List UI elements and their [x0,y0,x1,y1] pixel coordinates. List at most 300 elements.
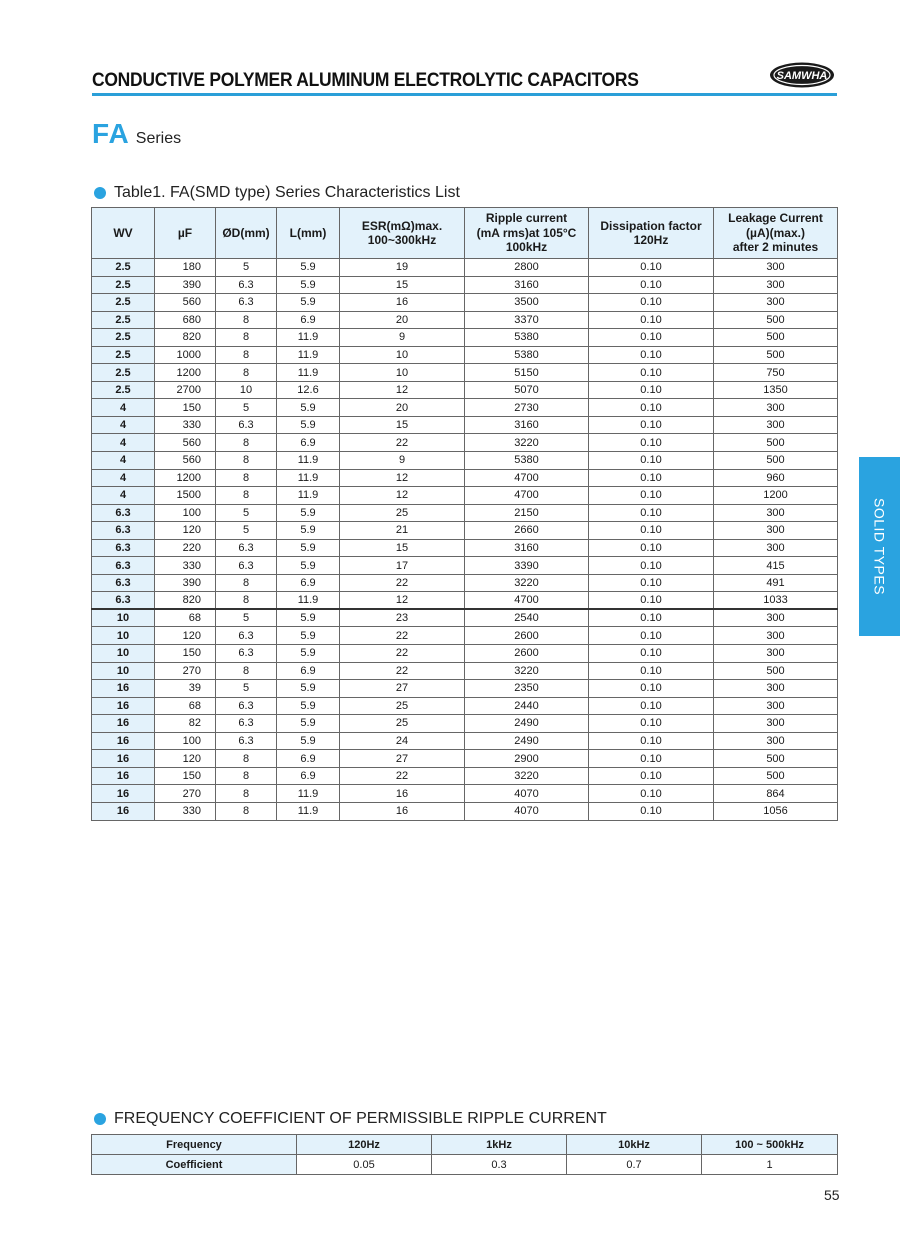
cell-esr: 16 [340,294,465,312]
table-row [92,276,838,294]
cell-diameter: 8 [216,750,277,768]
cell-capacitance: 82 [155,715,216,733]
cell-esr: 9 [340,329,465,347]
cell-ripple: 5150 [465,364,589,382]
cell-length: 6.9 [277,662,340,680]
cell-diameter: 8 [216,662,277,680]
cell-ripple: 2730 [465,399,589,417]
frequency-row [92,1135,838,1155]
cell-diameter: 6.3 [216,557,277,575]
cell-wv: 2.5 [92,346,155,364]
cell-ripple: 5380 [465,346,589,364]
cell-esr: 16 [340,785,465,803]
cell-leakage: 300 [714,276,838,294]
cell-leakage: 300 [714,504,838,522]
cell-length: 5.9 [277,680,340,698]
table-row [92,434,838,452]
cell-ripple: 4070 [465,802,589,820]
cell-esr: 22 [340,627,465,645]
cell-leakage: 750 [714,364,838,382]
cell-ripple: 2490 [465,732,589,750]
cell-ripple: 3220 [465,662,589,680]
cell-length: 11.9 [277,487,340,505]
cell-length: 11.9 [277,364,340,382]
cell-ripple: 2800 [465,259,589,277]
cell-capacitance: 330 [155,416,216,434]
frequency-coefficient-table [91,1134,838,1175]
cell-leakage: 415 [714,557,838,575]
cell-ripple: 5380 [465,329,589,347]
cell-length: 6.9 [277,311,340,329]
table-row [92,627,838,645]
cell-leakage: 491 [714,574,838,592]
freq-title: FREQUENCY COEFFICIENT OF PERMISSIBLE RIPPLE CURRENT [114,1110,607,1127]
cell-leakage: 1033 [714,592,838,610]
cell-dissipation: 0.10 [589,504,714,522]
table-row [92,311,838,329]
cell-leakage: 500 [714,767,838,785]
cell-leakage: 500 [714,434,838,452]
col-header-leakage: Leakage Current (µA)(max.) after 2 minutes [714,208,838,259]
cell-esr: 10 [340,364,465,382]
table-row [92,715,838,733]
cell-wv: 6.3 [92,539,155,557]
cell-leakage: 300 [714,732,838,750]
cell-wv: 16 [92,715,155,733]
col-header-dissipation: Dissipation factor 120Hz [589,208,714,259]
cell-diameter: 8 [216,364,277,382]
cell-wv: 10 [92,662,155,680]
cell-length: 11.9 [277,329,340,347]
cell-wv: 4 [92,452,155,470]
table-row [92,469,838,487]
cell-capacitance: 120 [155,522,216,540]
cell-esr: 23 [340,609,465,627]
cell-leakage: 1056 [714,802,838,820]
cell-capacitance: 560 [155,294,216,312]
cell-ripple: 3220 [465,767,589,785]
table-row [92,732,838,750]
table-row [92,452,838,470]
cell-ripple: 4070 [465,785,589,803]
cell-diameter: 6.3 [216,715,277,733]
frequency-cell: 100 ~ 500kHz [702,1135,838,1155]
cell-ripple: 2600 [465,627,589,645]
cell-length: 5.9 [277,276,340,294]
cell-capacitance: 560 [155,452,216,470]
table-row [92,294,838,312]
cell-wv: 6.3 [92,592,155,610]
cell-diameter: 6.3 [216,539,277,557]
cell-ripple: 2350 [465,680,589,698]
cell-wv: 16 [92,732,155,750]
table-row [92,504,838,522]
cell-dissipation: 0.10 [589,750,714,768]
cell-dissipation: 0.10 [589,802,714,820]
cell-ripple: 2150 [465,504,589,522]
cell-ripple: 5070 [465,381,589,399]
cell-capacitance: 270 [155,662,216,680]
cell-wv: 16 [92,750,155,768]
cell-capacitance: 150 [155,645,216,663]
cell-ripple: 3160 [465,276,589,294]
cell-capacitance: 39 [155,680,216,698]
cell-dissipation: 0.10 [589,697,714,715]
cell-length: 5.9 [277,399,340,417]
cell-esr: 17 [340,557,465,575]
cell-leakage: 300 [714,680,838,698]
cell-capacitance: 68 [155,697,216,715]
cell-esr: 20 [340,311,465,329]
cell-ripple: 2440 [465,697,589,715]
cell-capacitance: 100 [155,504,216,522]
cell-dissipation: 0.10 [589,311,714,329]
col-header-wv: WV [92,208,155,259]
cell-ripple: 3160 [465,539,589,557]
cell-esr: 25 [340,697,465,715]
cell-diameter: 8 [216,434,277,452]
cell-ripple: 2600 [465,645,589,663]
cell-length: 5.9 [277,294,340,312]
samwha-logo [769,61,835,89]
cell-length: 5.9 [277,504,340,522]
cell-capacitance: 220 [155,539,216,557]
cell-ripple: 2490 [465,715,589,733]
table-row [92,259,838,277]
cell-length: 5.9 [277,416,340,434]
cell-dissipation: 0.10 [589,680,714,698]
cell-diameter: 6.3 [216,294,277,312]
col-header-diameter: ØD(mm) [216,208,277,259]
cell-length: 11.9 [277,592,340,610]
cell-capacitance: 100 [155,732,216,750]
cell-wv: 4 [92,487,155,505]
cell-length: 11.9 [277,452,340,470]
cell-leakage: 864 [714,785,838,803]
cell-leakage: 300 [714,609,838,627]
cell-ripple: 4700 [465,487,589,505]
cell-leakage: 500 [714,452,838,470]
cell-esr: 25 [340,715,465,733]
table-row [92,592,838,610]
cell-wv: 6.3 [92,522,155,540]
cell-wv: 10 [92,645,155,663]
cell-diameter: 8 [216,452,277,470]
cell-esr: 19 [340,259,465,277]
cell-length: 5.9 [277,557,340,575]
cell-capacitance: 68 [155,609,216,627]
cell-leakage: 300 [714,627,838,645]
cell-esr: 9 [340,452,465,470]
cell-wv: 2.5 [92,381,155,399]
cell-capacitance: 560 [155,434,216,452]
cell-capacitance: 120 [155,750,216,768]
cell-esr: 25 [340,504,465,522]
cell-diameter: 5 [216,522,277,540]
cell-diameter: 6.3 [216,276,277,294]
coefficient-cell: 0.05 [297,1155,432,1175]
table-row [92,346,838,364]
cell-diameter: 5 [216,399,277,417]
cell-wv: 6.3 [92,504,155,522]
cell-length: 12.6 [277,381,340,399]
cell-diameter: 6.3 [216,645,277,663]
table-header-row [92,208,838,259]
cell-diameter: 5 [216,504,277,522]
cell-length: 6.9 [277,434,340,452]
cell-wv: 4 [92,399,155,417]
cell-diameter: 6.3 [216,697,277,715]
table-row [92,399,838,417]
cell-diameter: 8 [216,767,277,785]
table-row [92,750,838,768]
coefficient-cell: 1 [702,1155,838,1175]
cell-length: 11.9 [277,346,340,364]
cell-dissipation: 0.10 [589,399,714,417]
cell-diameter: 8 [216,346,277,364]
coefficient-label: Coefficient [92,1155,297,1175]
cell-wv: 4 [92,434,155,452]
cell-wv: 16 [92,697,155,715]
cell-leakage: 500 [714,750,838,768]
cell-wv: 2.5 [92,259,155,277]
cell-diameter: 8 [216,487,277,505]
table-row [92,574,838,592]
cell-dissipation: 0.10 [589,557,714,575]
cell-esr: 22 [340,574,465,592]
page-header-title: CONDUCTIVE POLYMER ALUMINUM ELECTROLYTIC CAPACITORS [92,70,639,91]
frequency-cell: 120Hz [297,1135,432,1155]
table-row [92,645,838,663]
coefficient-cell: 0.3 [432,1155,567,1175]
cell-leakage: 300 [714,645,838,663]
cell-dissipation: 0.10 [589,259,714,277]
cell-length: 5.9 [277,522,340,540]
cell-length: 5.9 [277,627,340,645]
cell-capacitance: 330 [155,802,216,820]
cell-wv: 4 [92,469,155,487]
cell-capacitance: 1200 [155,364,216,382]
cell-esr: 21 [340,522,465,540]
cell-esr: 22 [340,434,465,452]
cell-wv: 2.5 [92,276,155,294]
cell-ripple: 3370 [465,311,589,329]
freq-heading [94,1110,607,1128]
cell-wv: 16 [92,767,155,785]
cell-diameter: 10 [216,381,277,399]
side-tab-solid-types[interactable] [859,457,900,636]
cell-ripple: 4700 [465,469,589,487]
col-header-esr: ESR(mΩ)max. 100~300kHz [340,208,465,259]
cell-capacitance: 150 [155,767,216,785]
cell-length: 6.9 [277,767,340,785]
cell-ripple: 3220 [465,434,589,452]
cell-diameter: 6.3 [216,416,277,434]
cell-esr: 10 [340,346,465,364]
table1-heading [94,184,460,202]
cell-ripple: 4700 [465,592,589,610]
cell-length: 6.9 [277,750,340,768]
cell-dissipation: 0.10 [589,732,714,750]
cell-leakage: 1350 [714,381,838,399]
cell-dissipation: 0.10 [589,609,714,627]
series-word: Series [135,130,182,147]
table-row [92,381,838,399]
cell-dissipation: 0.10 [589,469,714,487]
cell-esr: 27 [340,680,465,698]
cell-diameter: 8 [216,329,277,347]
cell-length: 5.9 [277,732,340,750]
cell-wv: 16 [92,680,155,698]
cell-esr: 22 [340,662,465,680]
cell-length: 11.9 [277,469,340,487]
bullet-icon [94,187,106,199]
cell-esr: 24 [340,732,465,750]
col-header-uf: µF [155,208,216,259]
cell-leakage: 960 [714,469,838,487]
frequency-cell: 10kHz [567,1135,702,1155]
cell-esr: 20 [340,399,465,417]
cell-esr: 12 [340,592,465,610]
table1-title: Table1. FA(SMD type) Series Characteristics List [114,184,460,201]
coefficient-cell: 0.7 [567,1155,702,1175]
cell-esr: 22 [340,645,465,663]
cell-diameter: 5 [216,609,277,627]
cell-wv: 16 [92,785,155,803]
cell-dissipation: 0.10 [589,276,714,294]
table-row [92,364,838,382]
cell-length: 5.9 [277,715,340,733]
cell-length: 5.9 [277,645,340,663]
cell-esr: 12 [340,487,465,505]
side-tab-label: SOLID TYPES [871,497,888,596]
cell-dissipation: 0.10 [589,487,714,505]
cell-length: 11.9 [277,802,340,820]
cell-length: 5.9 [277,697,340,715]
cell-diameter: 5 [216,680,277,698]
cell-wv: 10 [92,627,155,645]
table-row [92,802,838,820]
cell-leakage: 500 [714,311,838,329]
cell-leakage: 500 [714,662,838,680]
cell-diameter: 6.3 [216,732,277,750]
cell-capacitance: 1000 [155,346,216,364]
cell-leakage: 300 [714,522,838,540]
cell-dissipation: 0.10 [589,416,714,434]
cell-leakage: 300 [714,294,838,312]
cell-esr: 15 [340,416,465,434]
cell-capacitance: 390 [155,574,216,592]
cell-capacitance: 680 [155,311,216,329]
table-row [92,680,838,698]
cell-ripple: 3500 [465,294,589,312]
cell-leakage: 300 [714,259,838,277]
col-header-length: L(mm) [277,208,340,259]
cell-esr: 12 [340,381,465,399]
page-number: 55 [824,1187,840,1203]
cell-length: 11.9 [277,785,340,803]
cell-diameter: 5 [216,259,277,277]
cell-capacitance: 1500 [155,487,216,505]
cell-diameter: 8 [216,311,277,329]
cell-esr: 12 [340,469,465,487]
cell-dissipation: 0.10 [589,627,714,645]
cell-dissipation: 0.10 [589,294,714,312]
cell-dissipation: 0.10 [589,592,714,610]
cell-leakage: 500 [714,329,838,347]
cell-dissipation: 0.10 [589,381,714,399]
cell-wv: 2.5 [92,364,155,382]
cell-length: 6.9 [277,574,340,592]
cell-dissipation: 0.10 [589,346,714,364]
cell-wv: 2.5 [92,294,155,312]
cell-leakage: 300 [714,715,838,733]
cell-dissipation: 0.10 [589,329,714,347]
cell-dissipation: 0.10 [589,364,714,382]
cell-capacitance: 180 [155,259,216,277]
cell-capacitance: 1200 [155,469,216,487]
cell-esr: 15 [340,539,465,557]
cell-dissipation: 0.10 [589,715,714,733]
frequency-label: Frequency [92,1135,297,1155]
cell-wv: 10 [92,609,155,627]
cell-dissipation: 0.10 [589,645,714,663]
cell-length: 5.9 [277,539,340,557]
cell-capacitance: 820 [155,329,216,347]
cell-capacitance: 330 [155,557,216,575]
cell-dissipation: 0.10 [589,539,714,557]
cell-diameter: 8 [216,785,277,803]
cell-capacitance: 270 [155,785,216,803]
cell-ripple: 2660 [465,522,589,540]
table-row [92,609,838,627]
col-header-ripple: Ripple current (mA rms)at 105°C 100kHz [465,208,589,259]
cell-diameter: 8 [216,574,277,592]
cell-ripple: 3220 [465,574,589,592]
cell-wv: 6.3 [92,574,155,592]
cell-dissipation: 0.10 [589,785,714,803]
cell-dissipation: 0.10 [589,767,714,785]
cell-wv: 4 [92,416,155,434]
cell-ripple: 2540 [465,609,589,627]
cell-capacitance: 2700 [155,381,216,399]
cell-capacitance: 820 [155,592,216,610]
cell-wv: 2.5 [92,329,155,347]
table-row [92,416,838,434]
cell-ripple: 2900 [465,750,589,768]
cell-wv: 2.5 [92,311,155,329]
bullet-icon [94,1113,106,1125]
frequency-cell: 1kHz [432,1135,567,1155]
logo-text: SAMWHA [776,70,828,82]
cell-wv: 6.3 [92,557,155,575]
cell-ripple: 5380 [465,452,589,470]
table-row [92,697,838,715]
cell-ripple: 3390 [465,557,589,575]
cell-leakage: 300 [714,399,838,417]
cell-length: 5.9 [277,609,340,627]
cell-diameter: 8 [216,802,277,820]
series-code: FA [92,118,130,149]
cell-leakage: 300 [714,539,838,557]
cell-esr: 22 [340,767,465,785]
cell-leakage: 500 [714,346,838,364]
cell-diameter: 6.3 [216,627,277,645]
cell-esr: 15 [340,276,465,294]
cell-leakage: 300 [714,416,838,434]
table-row [92,487,838,505]
cell-dissipation: 0.10 [589,522,714,540]
